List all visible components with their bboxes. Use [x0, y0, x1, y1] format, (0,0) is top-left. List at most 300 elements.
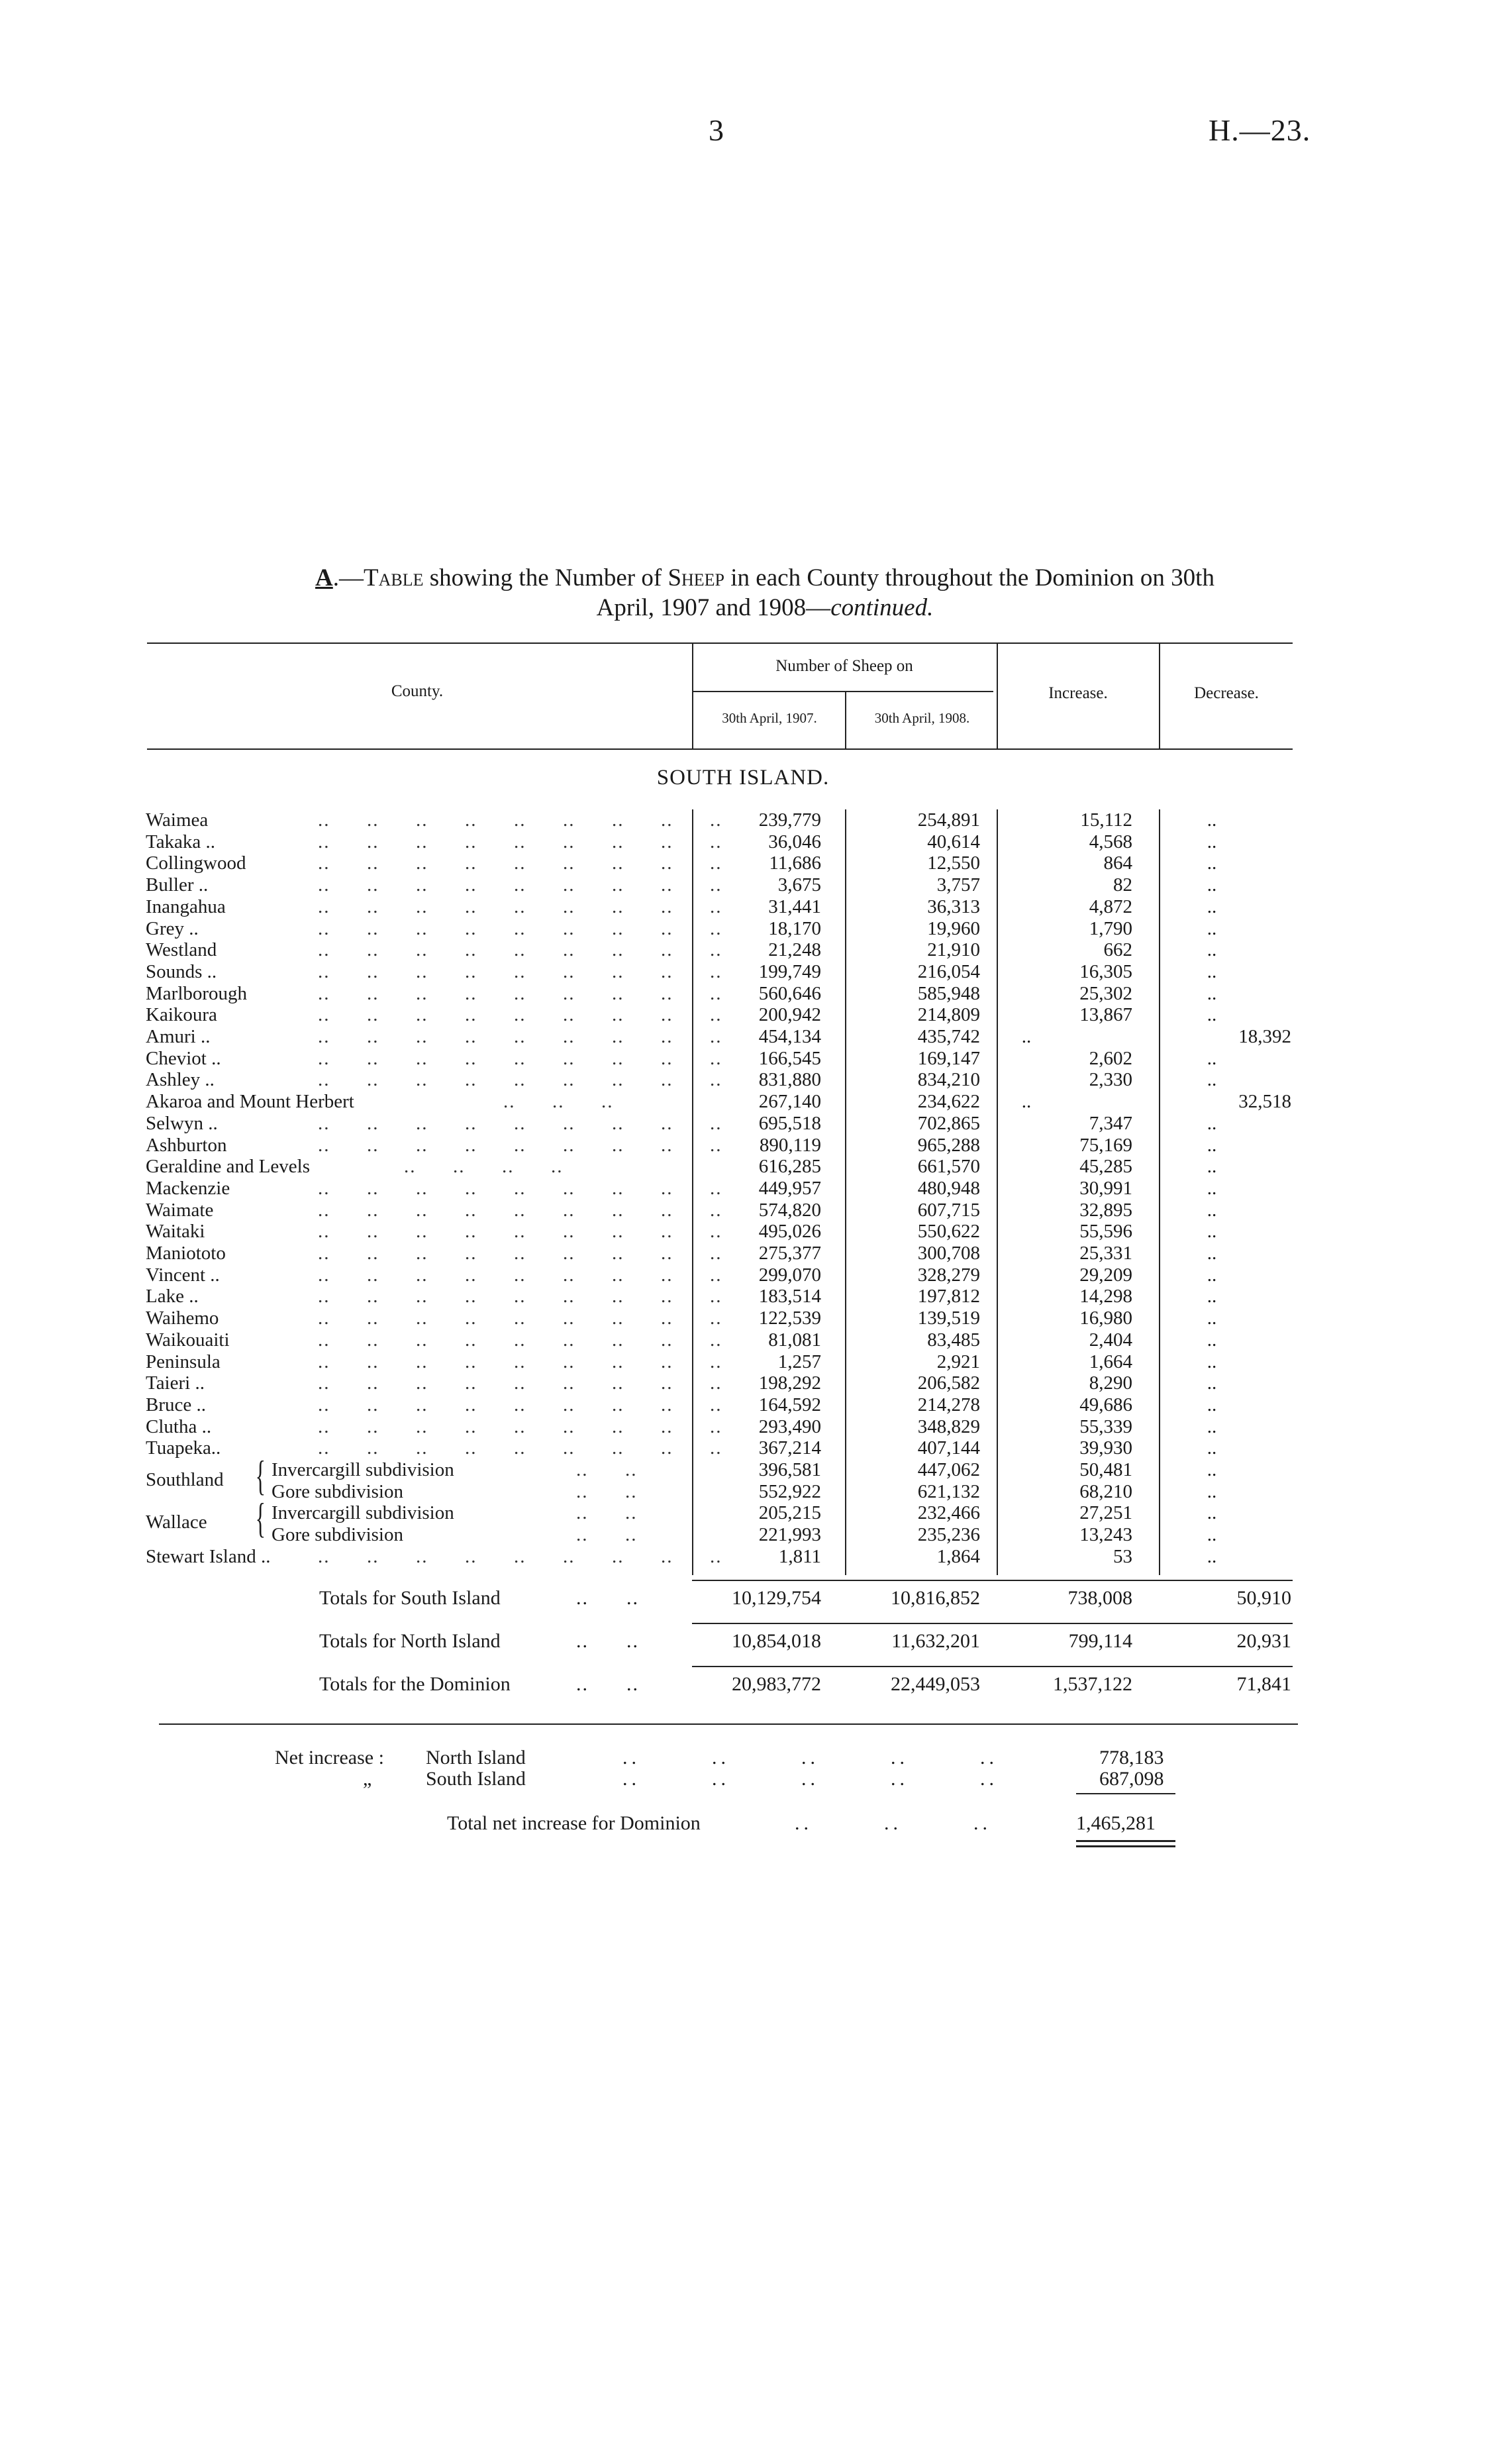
value-1907: 831,880: [758, 1069, 821, 1091]
total-decrease: 71,841: [1236, 1673, 1291, 1695]
col-header-1908: 30th April, 1908.: [874, 710, 970, 726]
value-1908: 139,519: [917, 1308, 980, 1329]
table-row: [0, 1286, 1486, 1307]
value-1907: 36,046: [768, 831, 821, 852]
value-1908: 21,910: [927, 939, 980, 961]
value-1908: 348,829: [917, 1415, 980, 1437]
value-increase: 16,980: [1079, 1308, 1132, 1329]
value-1907: 560,646: [758, 982, 821, 1004]
value-increase: 662: [1103, 939, 1132, 961]
value-1907: 449,957: [758, 1177, 821, 1199]
total-decrease: 50,910: [1236, 1587, 1291, 1609]
value-1908: 12,550: [927, 852, 980, 874]
value-1907: 616,285: [758, 1156, 821, 1178]
totals-rule: [692, 1623, 1293, 1624]
table-row: [0, 939, 1486, 960]
value-increase: 8,290: [1089, 1372, 1132, 1394]
county-name: Peninsula: [146, 1351, 221, 1372]
leader-dots: .. .. .. .. .. .. .. .. ..: [318, 852, 722, 874]
table-row: [0, 1437, 1486, 1459]
value-1908: 235,236: [917, 1524, 980, 1546]
summary-double-rule: [1076, 1845, 1175, 1847]
page-number: 3: [709, 113, 724, 147]
value-decrease: ..: [1207, 1308, 1217, 1329]
value-increase: 49,686: [1079, 1394, 1132, 1415]
value-1907: 293,490: [758, 1415, 821, 1437]
value-1908: 19,960: [927, 917, 980, 939]
totals-rule: [692, 1580, 1293, 1581]
value-increase: 15,112: [1080, 809, 1132, 831]
leader-dots: .. .. .. .. .. .. .. .. ..: [318, 1372, 722, 1394]
value-1907: 552,922: [758, 1480, 821, 1502]
value-1908: 965,288: [917, 1134, 980, 1156]
value-1907: 574,820: [758, 1199, 821, 1221]
brace-southland: {: [255, 1452, 266, 1499]
value-decrease: ..: [1207, 1459, 1217, 1480]
value-1907: 454,134: [758, 1026, 821, 1047]
value-1907: 164,592: [758, 1394, 821, 1415]
table-row: [0, 831, 1486, 852]
value-1908: 1,864: [936, 1545, 980, 1567]
value-decrease: ..: [1207, 1394, 1217, 1415]
value-decrease: ..: [1207, 982, 1217, 1004]
county-name: Taieri ..: [146, 1372, 205, 1394]
value-increase: 16,305: [1079, 960, 1132, 982]
county-name: Waimate: [146, 1199, 214, 1221]
totals-row: [0, 1671, 1486, 1698]
value-decrease: ..: [1207, 960, 1217, 982]
value-increase: 39,930: [1079, 1437, 1132, 1459]
value-1907: 695,518: [758, 1112, 821, 1134]
value-increase: 2,330: [1089, 1069, 1132, 1091]
table-row: [0, 1048, 1486, 1069]
leader-dots: .. .. .. .. .. .. .. .. ..: [318, 960, 722, 982]
value-1907: 21,248: [768, 939, 821, 961]
county-name: Collingwood: [146, 852, 246, 874]
totals-rule: [692, 1666, 1293, 1667]
leader-dots: .. .. .. .. .. .. .. .. ..: [318, 1286, 722, 1308]
leader-dots: .. .. .. .. .. .. .. .. ..: [318, 1308, 722, 1329]
table-row: [0, 1329, 1486, 1351]
county-name: Selwyn ..: [146, 1112, 218, 1134]
value-1908: 328,279: [917, 1264, 980, 1286]
total-increase: 738,008: [1067, 1587, 1132, 1609]
county-name: Gore subdivision: [272, 1480, 403, 1502]
value-increase: 14,298: [1079, 1286, 1132, 1308]
value-1907: 81,081: [768, 1329, 821, 1351]
group-wallace: Wallace: [146, 1512, 207, 1533]
county-name: Waitaki: [146, 1221, 205, 1243]
col-header-1907: 30th April, 1907.: [722, 710, 817, 726]
value-1908: 834,210: [917, 1069, 980, 1091]
leader-dots: .. .. .. .. .. .. .. .. ..: [318, 1264, 722, 1286]
value-increase: 25,331: [1079, 1243, 1132, 1264]
value-increase: 68,210: [1079, 1480, 1132, 1502]
value-increase: 2,404: [1089, 1329, 1132, 1351]
county-name: Tuapeka..: [146, 1437, 221, 1459]
table-row: [0, 1372, 1486, 1394]
value-1908: 254,891: [917, 809, 980, 831]
value-1908: 585,948: [917, 982, 980, 1004]
value-decrease: ..: [1207, 1177, 1217, 1199]
value-increase: 55,596: [1079, 1221, 1132, 1243]
leader-dots: .. .. .. .. .. .. .. .. ..: [318, 917, 722, 939]
leader-dots: .. ..: [576, 1524, 638, 1546]
total-1908: 22,449,053: [891, 1673, 980, 1695]
table-row: [0, 1004, 1486, 1025]
summary-south-label: South Island: [426, 1768, 526, 1790]
value-1908: 232,466: [917, 1502, 980, 1524]
value-decrease: ..: [1207, 1134, 1217, 1156]
col-header-decrease: Decrease.: [1194, 684, 1259, 702]
value-decrease: ..: [1207, 874, 1217, 896]
table-row: [0, 1416, 1486, 1437]
leader-dots: .. .. .. .. .. .. .. .. ..: [318, 831, 722, 852]
value-1907: 396,581: [758, 1459, 821, 1480]
leader-dots: .. .. .. .. .. .. .. .. ..: [318, 1545, 722, 1567]
value-increase: 4,872: [1089, 896, 1132, 917]
total-1907: 20,983,772: [732, 1673, 821, 1695]
table-row: [0, 1308, 1486, 1329]
value-increase: 30,991: [1079, 1177, 1132, 1199]
table-row: [0, 1026, 1486, 1047]
value-decrease: ..: [1207, 1524, 1217, 1546]
county-name: Clutha ..: [146, 1415, 212, 1437]
value-1908: 300,708: [917, 1243, 980, 1264]
value-increase: 1,790: [1089, 917, 1132, 939]
value-decrease: ..: [1207, 809, 1217, 831]
value-1907: 367,214: [758, 1437, 821, 1459]
value-1907: 299,070: [758, 1264, 821, 1286]
value-1908: 36,313: [927, 896, 980, 917]
value-decrease: ..: [1207, 1221, 1217, 1243]
section-heading: SOUTH ISLAND.: [656, 766, 830, 790]
county-name: Invercargill subdivision: [272, 1459, 454, 1480]
leader-dots: .. ..: [576, 1587, 639, 1609]
col-header-increase: Increase.: [1048, 684, 1108, 702]
table-title: A.—Table showing the Number of Sheep in each County throughout the Dominion on 30th April, 1907 and 1908—continued.: [315, 564, 1214, 621]
summary-double-rule: [1076, 1840, 1175, 1842]
totals-label: Totals for North Island: [319, 1630, 501, 1652]
leader-dots: .. ..: [576, 1480, 638, 1502]
value-decrease: ..: [1207, 1502, 1217, 1524]
county-name: Invercargill subdivision: [272, 1502, 454, 1524]
value-decrease: ..: [1207, 917, 1217, 939]
value-decrease: ..: [1207, 1047, 1217, 1069]
total-decrease: 20,931: [1236, 1630, 1291, 1652]
county-name: Sounds ..: [146, 960, 217, 982]
value-1908: 607,715: [917, 1199, 980, 1221]
summary-south-value: 687,098: [1099, 1768, 1164, 1790]
county-name: Waikouaiti: [146, 1329, 230, 1351]
county-name: Mackenzie: [146, 1177, 230, 1199]
leader-dots: .. .. .. ..: [404, 1156, 564, 1178]
value-1907: 31,441: [768, 896, 821, 917]
value-decrease: ..: [1207, 1004, 1217, 1026]
leader-dots: .. .. .. .. .. .. .. .. ..: [318, 1112, 722, 1134]
total-1908: 11,632,201: [891, 1630, 980, 1652]
leader-dots: .. .. .. .. .. .. .. .. ..: [318, 1177, 722, 1199]
leader-dots: .. .. .. .. .. .. .. .. ..: [318, 1394, 722, 1415]
document-reference: H.—23.: [1209, 113, 1311, 147]
leader-dots: .. ..: [576, 1459, 638, 1480]
value-decrease: ..: [1207, 1329, 1217, 1351]
leader-dots: .. .. .. .. .. .. .. .. ..: [318, 1221, 722, 1243]
county-name: Ashburton: [146, 1134, 227, 1156]
table-row: [0, 1264, 1486, 1286]
col-divider: [692, 644, 693, 748]
table-end-rule: [159, 1723, 1298, 1725]
summary-rule: [1076, 1793, 1175, 1794]
value-decrease: ..: [1207, 1199, 1217, 1221]
summary-dots: .. .. .. .. ..: [622, 1747, 998, 1769]
table-row: [0, 918, 1486, 939]
leader-dots: .. .. .. .. .. .. .. .. ..: [318, 896, 722, 917]
value-1907: 166,545: [758, 1047, 821, 1069]
value-1907: 199,749: [758, 960, 821, 982]
summary-total-label: Total net increase for Dominion: [447, 1812, 701, 1834]
value-1907: 1,257: [777, 1351, 821, 1372]
total-increase: 799,114: [1068, 1630, 1132, 1652]
summary-net-increase-label: Net increase :: [275, 1747, 384, 1769]
value-decrease: ..: [1207, 1069, 1217, 1091]
totals-label: Totals for the Dominion: [319, 1673, 511, 1695]
value-1908: 435,742: [917, 1026, 980, 1047]
summary-north-label: North Island: [426, 1747, 526, 1769]
value-increase: 2,602: [1089, 1047, 1132, 1069]
value-increase: 4,568: [1089, 831, 1132, 852]
leader-dots: .. .. .. .. .. .. .. .. ..: [318, 809, 722, 831]
leader-dots: .. .. .. .. .. .. .. .. ..: [318, 1069, 722, 1091]
value-increase: 75,169: [1079, 1134, 1132, 1156]
totals-row: [0, 1628, 1486, 1655]
value-1908: 702,865: [917, 1112, 980, 1134]
county-name: Takaka ..: [146, 831, 216, 852]
table-row: [0, 1200, 1486, 1221]
value-1908: 480,948: [917, 1177, 980, 1199]
table-row: [0, 1113, 1486, 1134]
leader-dots: .. .. ..: [503, 1091, 614, 1113]
value-1908: 214,278: [917, 1394, 980, 1415]
county-name: Inangahua: [146, 896, 226, 917]
county-name: Stewart Island ..: [146, 1545, 271, 1567]
table-row: [0, 1243, 1486, 1264]
value-increase: 82: [1113, 874, 1132, 896]
value-increase: 29,209: [1079, 1264, 1132, 1286]
value-decrease: ..: [1207, 1437, 1217, 1459]
brace-wallace: {: [255, 1494, 266, 1541]
total-increase: 1,537,122: [1053, 1673, 1132, 1695]
leader-dots: .. .. .. .. .. .. .. .. ..: [318, 1415, 722, 1437]
county-name: Buller ..: [146, 874, 209, 896]
value-1907: 200,942: [758, 1004, 821, 1026]
value-1908: 234,622: [917, 1091, 980, 1113]
col-header-number-of-sheep: Number of Sheep on: [775, 657, 913, 675]
table-row: [0, 1178, 1486, 1199]
table-row: [0, 1502, 1486, 1523]
value-1908: 621,132: [917, 1480, 980, 1502]
value-decrease: ..: [1207, 1286, 1217, 1308]
table-row: [0, 809, 1486, 831]
value-decrease: 18,392: [1238, 1026, 1291, 1047]
value-decrease: ..: [1207, 896, 1217, 917]
value-1907: 3,675: [777, 874, 821, 896]
county-name: Waihemo: [146, 1308, 219, 1329]
county-name: Grey ..: [146, 917, 199, 939]
county-name: Lake ..: [146, 1286, 199, 1308]
value-decrease: ..: [1207, 1243, 1217, 1264]
table-row: [0, 1156, 1486, 1177]
county-name: Ashley ..: [146, 1069, 215, 1091]
value-1908: 197,812: [917, 1286, 980, 1308]
leader-dots: .. ..: [576, 1630, 639, 1652]
value-decrease: ..: [1207, 939, 1217, 961]
value-increase: 50,481: [1079, 1459, 1132, 1480]
county-name: Marlborough: [146, 982, 248, 1004]
county-name: Vincent ..: [146, 1264, 220, 1286]
value-1907: 205,215: [758, 1502, 821, 1524]
value-decrease: ..: [1207, 1351, 1217, 1372]
value-decrease: ..: [1207, 1372, 1217, 1394]
value-decrease: 32,518: [1238, 1091, 1291, 1113]
value-1908: 214,809: [917, 1004, 980, 1026]
value-1908: 550,622: [917, 1221, 980, 1243]
table-row: [0, 1135, 1486, 1156]
table-row: [0, 1069, 1486, 1090]
value-decrease: ..: [1207, 1264, 1217, 1286]
value-1908: 216,054: [917, 960, 980, 982]
leader-dots: .. .. .. .. .. .. .. .. ..: [318, 1026, 722, 1047]
value-1907: 122,539: [758, 1308, 821, 1329]
totals-row: [0, 1585, 1486, 1612]
summary-dots: .. .. .. .. ..: [622, 1768, 998, 1790]
table-row: [0, 1091, 1486, 1112]
table-row: [0, 896, 1486, 917]
group-southland: Southland: [146, 1469, 224, 1490]
table-row: [0, 983, 1486, 1004]
leader-dots: .. .. .. .. .. .. .. .. ..: [318, 1047, 722, 1069]
summary-north-value: 778,183: [1099, 1747, 1164, 1769]
table-row: [0, 1394, 1486, 1415]
value-increase: 55,339: [1079, 1415, 1132, 1437]
leader-dots: .. .. .. .. .. .. .. .. ..: [318, 1329, 722, 1351]
value-increase: 45,285: [1079, 1156, 1132, 1178]
leader-dots: .. .. .. .. .. .. .. .. ..: [318, 1243, 722, 1264]
value-increase: ..: [1021, 1026, 1032, 1047]
value-1907: 183,514: [758, 1286, 821, 1308]
value-1907: 495,026: [758, 1221, 821, 1243]
value-1908: 2,921: [936, 1351, 980, 1372]
value-1907: 198,292: [758, 1372, 821, 1394]
total-1908: 10,816,852: [891, 1587, 980, 1609]
leader-dots: .. .. .. .. .. .. .. .. ..: [318, 1134, 722, 1156]
leader-dots: .. ..: [576, 1673, 639, 1695]
county-name: Geraldine and Levels: [146, 1156, 311, 1178]
title-letter: A: [315, 564, 333, 591]
county-name: Cheviot ..: [146, 1047, 221, 1069]
col-header-county: County.: [391, 682, 444, 700]
value-1907: 11,686: [769, 852, 821, 874]
leader-dots: .. .. .. .. .. .. .. .. ..: [318, 1199, 722, 1221]
header-top-rule: [147, 642, 1293, 644]
summary-total-value: 1,465,281: [1076, 1812, 1156, 1834]
leader-dots: .. ..: [576, 1502, 638, 1524]
table-row: [0, 874, 1486, 896]
leader-dots: .. .. .. .. .. .. .. .. ..: [318, 1351, 722, 1372]
value-decrease: ..: [1207, 1112, 1217, 1134]
leader-dots: .. .. .. .. .. .. .. .. ..: [318, 939, 722, 961]
value-1908: 3,757: [936, 874, 980, 896]
total-1907: 10,129,754: [732, 1587, 821, 1609]
leader-dots: .. .. .. .. .. .. .. .. ..: [318, 982, 722, 1004]
value-1907: 239,779: [758, 809, 821, 831]
county-name: Westland: [146, 939, 217, 961]
county-name: Maniototo: [146, 1243, 226, 1264]
table-row: [0, 852, 1486, 874]
leader-dots: .. .. .. .. .. .. .. .. ..: [318, 1437, 722, 1459]
header-bottom-rule: [147, 748, 1293, 750]
value-decrease: ..: [1207, 831, 1217, 852]
table-row: [0, 1351, 1486, 1372]
totals-label: Totals for South Island: [319, 1587, 501, 1609]
table-row: [0, 1546, 1486, 1567]
county-name: Amuri ..: [146, 1026, 211, 1047]
col-divider: [845, 692, 846, 748]
value-increase: 27,251: [1079, 1502, 1132, 1524]
value-decrease: ..: [1207, 852, 1217, 874]
value-increase: 7,347: [1089, 1112, 1132, 1134]
value-increase: 32,895: [1079, 1199, 1132, 1221]
value-1908: 206,582: [917, 1372, 980, 1394]
value-1907: 18,170: [768, 917, 821, 939]
value-decrease: ..: [1207, 1545, 1217, 1567]
value-increase: 25,302: [1079, 982, 1132, 1004]
value-1907: 267,140: [758, 1091, 821, 1113]
col-divider: [997, 644, 998, 748]
value-1907: 890,119: [759, 1134, 821, 1156]
value-increase: 13,867: [1079, 1004, 1132, 1026]
value-1908: 661,570: [917, 1156, 980, 1178]
leader-dots: .. .. .. .. .. .. .. .. ..: [318, 874, 722, 896]
value-increase: 13,243: [1079, 1524, 1132, 1546]
value-increase: 1,664: [1089, 1351, 1132, 1372]
table-row: [0, 1221, 1486, 1242]
summary-dots: .. .. ..: [795, 1812, 991, 1834]
value-1908: 447,062: [917, 1459, 980, 1480]
value-1908: 169,147: [917, 1047, 980, 1069]
value-1907: 1,811: [778, 1545, 821, 1567]
value-decrease: ..: [1207, 1480, 1217, 1502]
value-decrease: ..: [1207, 1156, 1217, 1178]
leader-dots: .. .. .. .. .. .. .. .. ..: [318, 1004, 722, 1026]
value-1908: 407,144: [917, 1437, 980, 1459]
value-increase: 864: [1103, 852, 1132, 874]
value-increase: 53: [1113, 1545, 1132, 1567]
value-increase: ..: [1021, 1091, 1032, 1113]
county-name: Akaroa and Mount Herbert: [146, 1091, 354, 1113]
value-1908: 40,614: [927, 831, 980, 852]
table-row: [0, 961, 1486, 982]
value-1908: 83,485: [927, 1329, 980, 1351]
county-name: Gore subdivision: [272, 1524, 403, 1546]
value-1907: 275,377: [758, 1243, 821, 1264]
county-name: Kaikoura: [146, 1004, 217, 1026]
county-name: Bruce ..: [146, 1394, 206, 1415]
total-1907: 10,854,018: [732, 1630, 821, 1652]
table-row: [0, 1524, 1486, 1545]
value-decrease: ..: [1207, 1415, 1217, 1437]
number-of-sheep-rule: [692, 691, 993, 692]
